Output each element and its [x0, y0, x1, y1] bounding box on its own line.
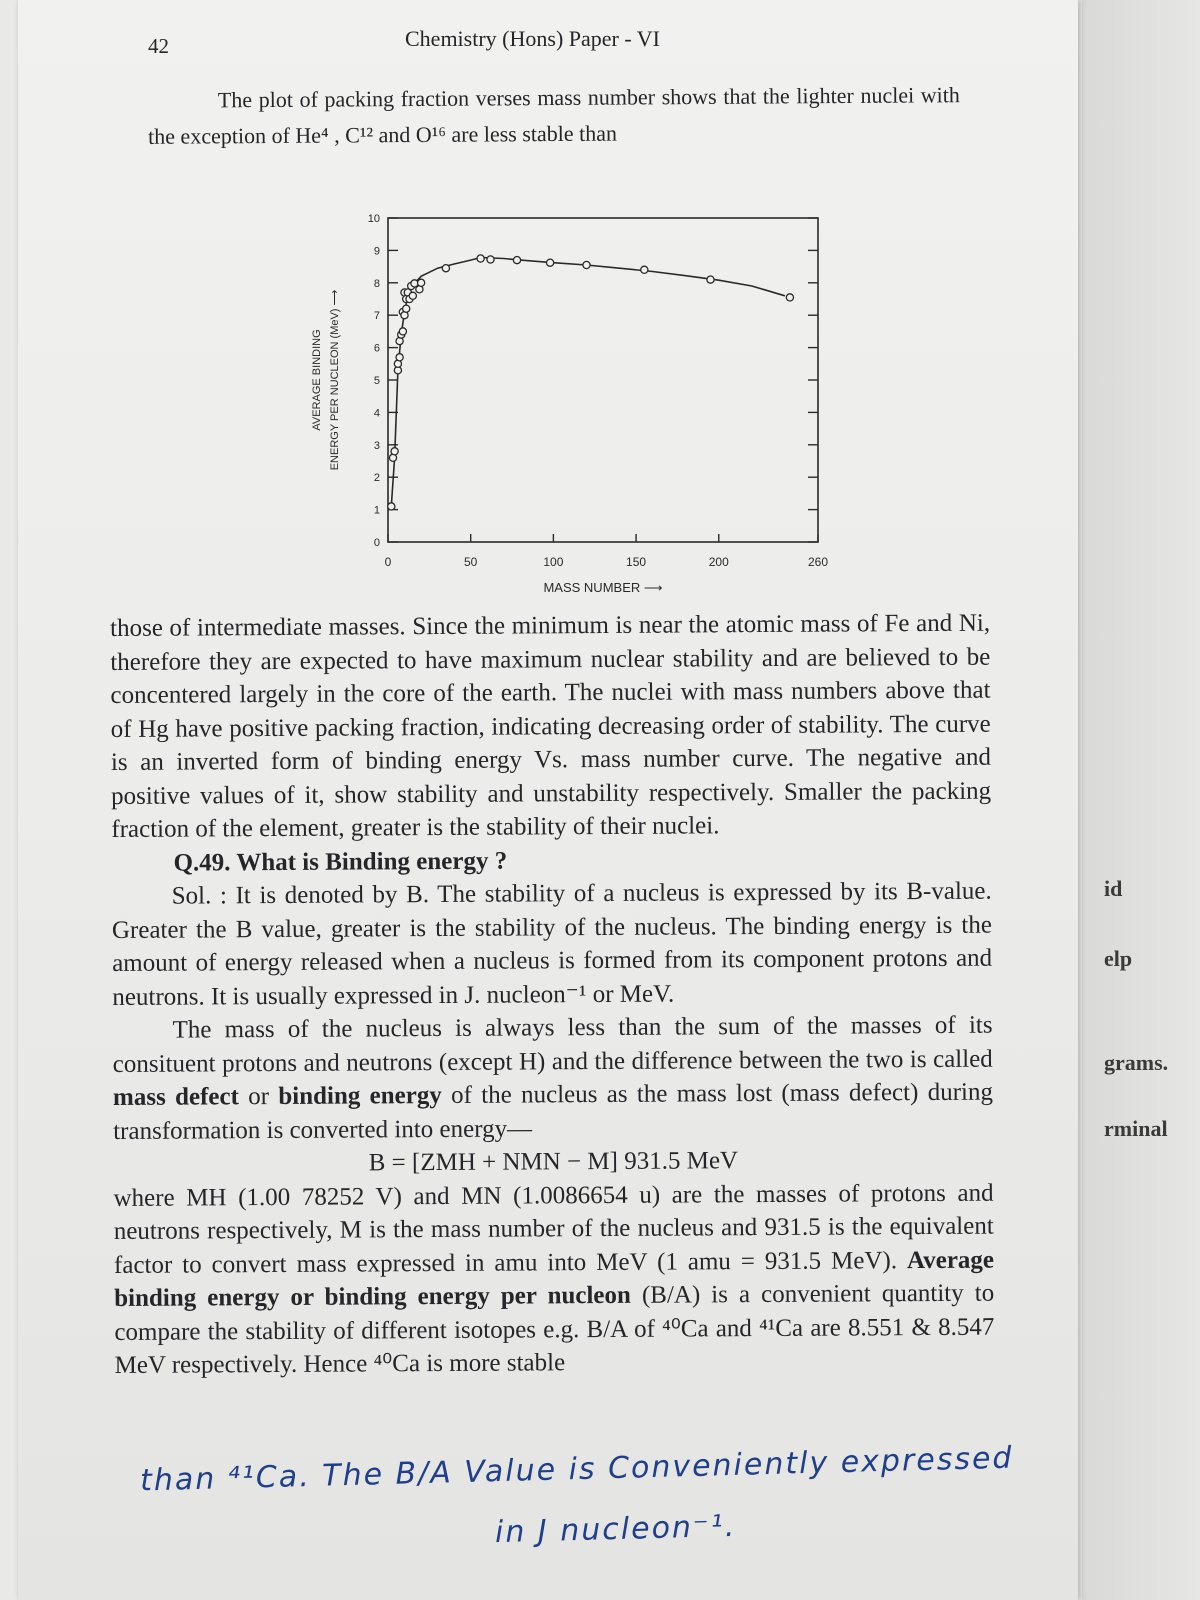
data-point	[403, 305, 410, 312]
mass-defect-or: or	[248, 1083, 270, 1111]
page-number: 42	[148, 34, 169, 58]
x-tick-label: 150	[626, 555, 647, 569]
data-point	[409, 292, 416, 299]
y-tick-label: 0	[373, 537, 380, 549]
x-tick-label: 100	[543, 555, 564, 569]
where-paragraph	[113, 1176, 994, 1382]
data-point	[388, 503, 395, 510]
binding-energy-equation: B = [ZMH + NMN − M] 931.5 MeV	[368, 1147, 739, 1177]
y-tick-label: 10	[367, 213, 380, 225]
data-point	[547, 259, 554, 266]
adjacent-page	[1082, 0, 1200, 1600]
solution-label: Sol. :	[171, 882, 227, 910]
x-tick-label: 50	[464, 555, 478, 569]
where-text-a: where MH (1.00 78252 V) and MN (1.0086654 u) are the masses of protons and neutrons respectively, M is the mass number of the nucleus and 931.5 is the equivalent factor to convert mass expressed in amu into MeV (1 amu = 931.5 MeV).	[113, 1179, 994, 1279]
y-tick-label: 2	[373, 472, 380, 485]
x-tick-label: 260	[807, 555, 829, 569]
solution-paragraph	[112, 875, 993, 1014]
data-point	[399, 328, 406, 335]
y-tick-label: 6	[373, 342, 380, 355]
y-tick-label: 8	[373, 277, 380, 290]
y-axis-label-line2: ENERGY PER NUCLEON (MeV) ⟶	[329, 289, 341, 471]
data-point	[641, 266, 648, 273]
data-point	[418, 279, 425, 286]
y-axis-label-line1: AVERAGE BINDING	[311, 329, 323, 431]
y-tick-label: 5	[373, 375, 380, 387]
page-header-title: Chemistry (Hons) Paper - VI	[405, 26, 660, 51]
data-point	[786, 294, 793, 301]
data-point	[391, 448, 398, 455]
solution-text: It is denoted by B. The stability of a nucleus is expressed by its B-value. Greater the B value, greater is the stability of the nucleus. The binding energy is the amount of energy released when a nucleus is formed from its component protons and neutrons. It is usually expressed in J. nucleon⁻¹ or MeV.	[111, 877, 993, 1011]
data-point	[442, 265, 449, 272]
binding-energy-term: binding energy	[278, 1081, 442, 1110]
x-tick-label: 0	[384, 555, 392, 569]
body-text	[110, 607, 995, 1383]
mass-defect-text-b: of the nucleus as the mass lost (mass defect) during transformation is converted into energy—	[113, 1078, 994, 1145]
side-page-text: elp	[1104, 946, 1133, 971]
binding-energy-chart	[298, 200, 858, 620]
side-page-text: grams.	[1104, 1050, 1169, 1075]
mass-defect-paragraph	[112, 1009, 993, 1148]
y-tick-label: 4	[373, 407, 380, 420]
handwritten-note-line2: in J nucleon⁻¹.	[494, 1508, 737, 1551]
side-page-text: id	[1104, 876, 1123, 901]
question-heading: Q.49. What is Binding energy ?	[173, 847, 508, 877]
y-tick-label: 9	[373, 245, 380, 258]
data-point	[707, 276, 714, 283]
intro-paragraph: The plot of packing fraction verses mass number shows that the lighter nuclei with the exception of He⁴ , C¹² and O¹⁶ are less stable than	[148, 82, 960, 149]
average-binding-energy-term: Average binding energy or binding energy per nucleon	[114, 1246, 995, 1312]
y-tick-label: 1	[373, 504, 380, 517]
data-point	[583, 261, 590, 268]
x-axis-label: MASS NUMBER ⟶	[543, 580, 663, 595]
y-tick-label: 7	[373, 310, 380, 323]
handwritten-note-line1: than ⁴¹Ca. The B/A Value is Conveniently expressed	[139, 1440, 1014, 1499]
data-point	[513, 257, 520, 264]
binding-energy-curve	[391, 258, 785, 507]
mass-defect-term: mass defect	[112, 1083, 239, 1111]
data-point	[477, 255, 484, 262]
x-tick-label: 200	[708, 555, 729, 569]
data-point	[487, 256, 494, 263]
y-tick-label: 3	[373, 439, 380, 452]
where-text-b: (B/A) is a convenient quantity to compare the stability of different isotopes e.g. B/A of ⁴⁰Ca and ⁴¹Ca are 8.551 & 8.547 MeV respectively. Hence ⁴⁰Ca is more stable	[114, 1279, 995, 1379]
side-page-text: rminal	[1104, 1116, 1168, 1141]
chart-svg	[298, 200, 858, 620]
mass-defect-text-a: The mass of the nucleus is always less than the sum of the masses of its consituent protons and neutrons (except H) and the difference between the two is called	[112, 1011, 993, 1078]
data-point	[396, 354, 403, 361]
paragraph-packing-fraction: those of intermediate masses. Since the minimum is near the atomic mass of Fe and Ni, therefore they are expected to have maximum nuclear stability and are believed to be concentered largely in the core of the earth. The nuclei with mass numbers above that of Hg have positive packing fraction, indicating decreasing order of stability. The curve is an inverted form of binding energy Vs. mass number curve. The negative and positive values of it, show stability and unstability respectively. Smaller the packing fraction of the element, greater is the stability of their nuclei.	[110, 609, 992, 843]
